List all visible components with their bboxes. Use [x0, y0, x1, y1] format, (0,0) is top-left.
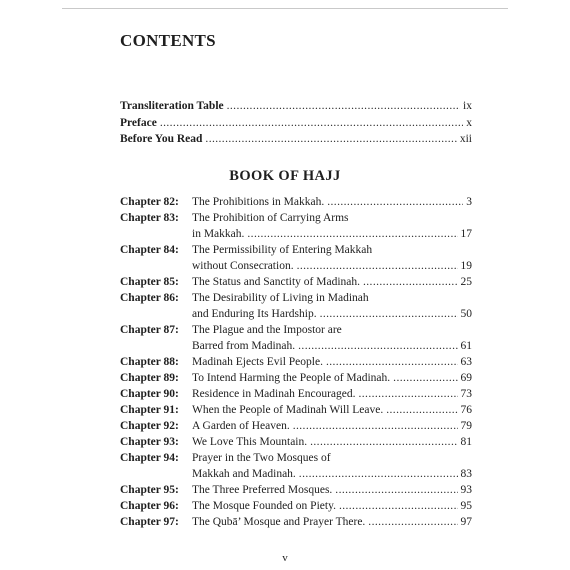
front-matter-label: Transliteration Table: [120, 100, 224, 112]
chapter-entry: [120, 210, 472, 242]
chapter-page-number: 97: [460, 516, 472, 528]
chapter-label: Chapter 86:: [120, 292, 179, 304]
dot-leader: [326, 354, 458, 370]
dot-leader: [227, 100, 460, 112]
chapter-label: Chapter 93:: [120, 436, 179, 448]
chapter-entry: [120, 514, 472, 530]
chapter-title-text: To Intend Harming the People of Madinah.: [192, 372, 391, 384]
page-number: v: [282, 552, 288, 564]
chapter-title-text: A Garden of Heaven.: [192, 420, 290, 432]
chapter-title-text: Madinah Ejects Evil People.: [192, 356, 323, 368]
chapter-title-final-line: [192, 418, 472, 434]
chapter-title: [192, 322, 472, 354]
chapter-label: Chapter 89:: [120, 372, 179, 384]
chapter-label: Chapter 97:: [120, 516, 179, 528]
chapter-title: [192, 274, 472, 290]
front-matter-item: [120, 117, 472, 134]
dot-leader: [310, 434, 457, 450]
chapter-title-final-line: [192, 498, 472, 514]
dot-leader: [393, 370, 457, 386]
chapter-title-text: The Prohibitions in Makkah.: [192, 196, 325, 208]
chapter-page-number: 19: [460, 260, 472, 272]
chapter-title: [192, 386, 472, 402]
chapter-title: [192, 354, 472, 370]
chapter-label: Chapter 96:: [120, 500, 179, 512]
chapter-title-text: The Qubā’ Mosque and Prayer There.: [192, 516, 366, 528]
chapter-entry: [120, 194, 472, 210]
chapter-title-text: We Love This Mountain.: [192, 436, 308, 448]
chapter-title-line: The Desirability of Living in Madinah: [192, 292, 369, 304]
chapter-title-text: Barred from Madinah.: [192, 340, 296, 352]
chapter-title-final-line: [192, 354, 472, 370]
chapter-title-text: in Makkah.: [192, 228, 245, 240]
chapter-title-text: The Mosque Founded on Piety.: [192, 500, 336, 512]
chapter-title-line: The Prohibition of Carrying Arms: [192, 212, 349, 224]
chapter-list: [120, 194, 472, 530]
chapter-label: Chapter 84:: [120, 244, 179, 256]
chapter-title-text: When the People of Madinah Will Leave.: [192, 404, 384, 416]
dot-leader: [363, 274, 458, 290]
front-matter-label: Preface: [120, 116, 157, 129]
chapter-page-number: 3: [466, 196, 472, 208]
chapter-page-number: 83: [460, 468, 472, 480]
chapter-page-number: 76: [460, 404, 472, 416]
dot-leader: [247, 226, 457, 242]
chapter-entry: [120, 322, 472, 354]
chapter-entry: [120, 402, 472, 418]
dot-leader: [359, 386, 458, 402]
chapter-title-text: The Three Preferred Mosques.: [192, 484, 333, 496]
chapter-page-number: 17: [460, 228, 472, 240]
dot-leader: [160, 117, 463, 129]
chapter-page-number: 50: [460, 308, 472, 320]
chapter-entry: [120, 498, 472, 514]
chapter-title-final-line: [192, 482, 472, 498]
chapter-label: Chapter 82:: [120, 196, 179, 208]
chapter-title-final-line: [192, 434, 472, 450]
dot-leader: [205, 133, 456, 145]
chapter-title-final-line: [192, 466, 472, 482]
chapter-title-final-line: [192, 402, 472, 418]
top-rule: [62, 8, 508, 9]
chapter-title-text: without Consecration.: [192, 260, 294, 272]
chapter-label: Chapter 87:: [120, 324, 179, 336]
chapter-title-final-line: [192, 338, 472, 354]
chapter-title-final-line: [192, 386, 472, 402]
chapter-title-final-line: [192, 258, 472, 274]
chapter-title-final-line: [192, 306, 472, 322]
chapter-page-number: 81: [460, 436, 472, 448]
chapter-page-number: 61: [460, 340, 472, 352]
chapter-title: [192, 450, 472, 482]
front-matter-item: [120, 100, 472, 117]
contents-title: CONTENTS: [120, 31, 216, 50]
chapter-entry: [120, 482, 472, 498]
chapter-page-number: 93: [460, 484, 472, 496]
chapter-title-final-line: [192, 514, 472, 530]
chapter-page-number: 25: [460, 276, 472, 288]
chapter-entry: [120, 242, 472, 274]
chapter-page-number: 79: [460, 420, 472, 432]
chapter-title: [192, 514, 472, 530]
chapter-title-final-line: [192, 226, 472, 242]
chapter-label: Chapter 83:: [120, 212, 179, 224]
front-matter-page: ix: [463, 100, 472, 112]
chapter-entry: [120, 274, 472, 290]
front-matter-item: [120, 133, 472, 150]
chapter-title-final-line: [192, 274, 472, 290]
chapter-page-number: 69: [460, 372, 472, 384]
chapter-entry: [120, 290, 472, 322]
dot-leader: [339, 498, 458, 514]
chapter-title-line: The Plague and the Impostor are: [192, 324, 342, 336]
chapter-entry: [120, 354, 472, 370]
dot-leader: [298, 338, 457, 354]
dot-leader: [335, 482, 457, 498]
front-matter-page: xii: [459, 133, 472, 145]
chapter-title: [192, 498, 472, 514]
chapter-title: [192, 434, 472, 450]
chapter-label: Chapter 95:: [120, 484, 179, 496]
dot-leader: [368, 514, 457, 530]
chapter-title: [192, 194, 472, 210]
dot-leader: [327, 194, 463, 210]
chapter-label: Chapter 88:: [120, 356, 179, 368]
chapter-title: [192, 402, 472, 418]
chapter-title: [192, 482, 472, 498]
dot-leader: [320, 306, 458, 322]
chapter-page-number: 63: [460, 356, 472, 368]
chapter-page-number: 73: [460, 388, 472, 400]
chapter-entry: [120, 450, 472, 482]
chapter-label: Chapter 92:: [120, 420, 179, 432]
chapter-title-final-line: [192, 370, 472, 386]
dot-leader: [299, 466, 458, 482]
chapter-title-final-line: [192, 194, 472, 210]
dot-leader: [297, 258, 458, 274]
front-matter-page: x: [466, 116, 472, 129]
front-matter-label: Before You Read: [120, 133, 203, 145]
chapter-title-line: The Permissibility of Entering Makkah: [192, 244, 373, 256]
front-matter-list: [120, 100, 472, 150]
chapter-title-text: Makkah and Madinah.: [192, 468, 296, 480]
dot-leader: [386, 402, 457, 418]
chapter-title-line: Prayer in the Two Mosques of: [192, 452, 331, 464]
chapter-title: [192, 210, 472, 242]
chapter-title: [192, 290, 472, 322]
chapter-title: [192, 242, 472, 274]
chapter-entry: [120, 434, 472, 450]
chapter-title-text: Residence in Madinah Encouraged.: [192, 388, 356, 400]
chapter-entry: [120, 370, 472, 386]
chapter-title-text: and Enduring Its Hardship.: [192, 308, 317, 320]
chapter-label: Chapter 90:: [120, 388, 179, 400]
book-title: BOOK OF HAJJ: [229, 168, 341, 184]
chapter-label: Chapter 94:: [120, 452, 179, 464]
chapter-entry: [120, 386, 472, 402]
chapter-entry: [120, 418, 472, 434]
chapter-title: [192, 370, 472, 386]
chapter-label: Chapter 85:: [120, 276, 179, 288]
chapter-title: [192, 418, 472, 434]
chapter-label: Chapter 91:: [120, 404, 179, 416]
dot-leader: [293, 418, 458, 434]
chapter-title-text: The Status and Sanctity of Madinah.: [192, 276, 360, 288]
chapter-page-number: 95: [460, 500, 472, 512]
